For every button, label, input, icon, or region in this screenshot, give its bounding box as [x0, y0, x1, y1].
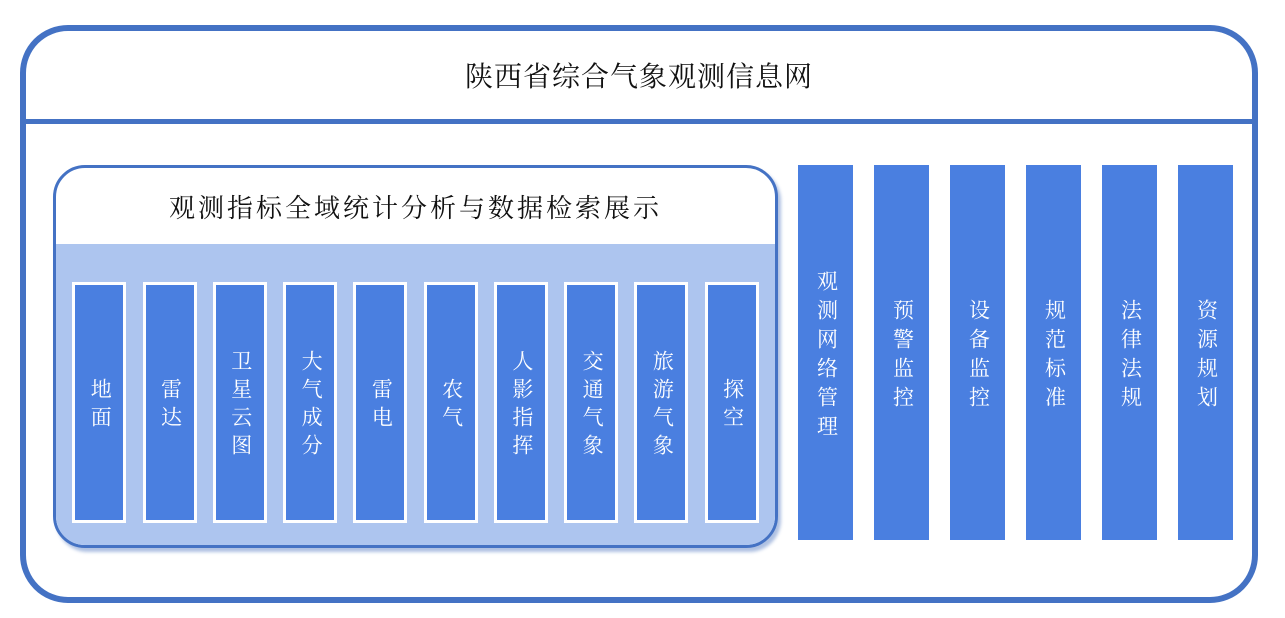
metric-bar-lightning: 雷电: [353, 282, 407, 523]
column-observation-network-management: 观测网络管理: [798, 165, 853, 540]
metric-bar-atmospheric-composition: 大气成分: [283, 282, 337, 523]
column-standards: 规范标准: [1026, 165, 1081, 540]
metric-bar-sounding: 探空: [705, 282, 759, 523]
title-divider: [26, 119, 1252, 124]
metric-bar-weather-modification: 人影指挥: [494, 282, 548, 523]
metric-bar-satellite-cloud: 卫星云图: [213, 282, 267, 523]
metric-bar-radar: 雷达: [143, 282, 197, 523]
page-title: 陕西省综合气象观测信息网: [464, 61, 813, 92]
metric-bar-traffic-weather: 交通气象: [564, 282, 618, 523]
metric-bar-tourism-weather: 旅游气象: [634, 282, 688, 523]
column-laws-regulations: 法律法规: [1102, 165, 1157, 540]
management-columns: [798, 165, 1233, 540]
column-equipment-monitoring: 设备监控: [950, 165, 1005, 540]
observation-metrics-panel-body: [56, 244, 775, 545]
metric-bar-ground: 地面: [72, 282, 126, 523]
observation-metrics-panel-title: 观测指标全域统计分析与数据检索展示: [168, 192, 662, 223]
column-warning-monitoring: 预警监控: [874, 165, 929, 540]
main-frame: [20, 25, 1258, 603]
observation-metrics-panel: [53, 165, 778, 548]
metric-bar-agrometeorology: 农气: [424, 282, 478, 523]
column-resource-planning: 资源规划: [1178, 165, 1233, 540]
